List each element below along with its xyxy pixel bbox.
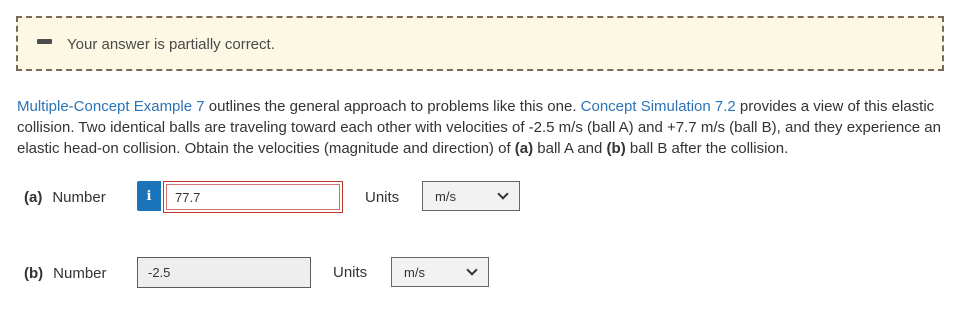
concept-simulation-link[interactable]: Concept Simulation 7.2 bbox=[580, 98, 736, 115]
info-icon[interactable]: i bbox=[137, 181, 161, 211]
part-a-ref: (a) bbox=[514, 140, 534, 157]
minus-icon bbox=[37, 39, 52, 44]
chevron-down-icon bbox=[466, 264, 477, 275]
part-b-number-input[interactable]: -2.5 bbox=[137, 257, 311, 288]
part-a-number-label: Number bbox=[52, 188, 106, 206]
feedback-message: Your answer is partially correct. bbox=[67, 36, 275, 53]
part-b-units-label: Units bbox=[333, 264, 368, 281]
question-text-1: outlines the general approach to problems like this one. bbox=[204, 98, 581, 115]
feedback-banner bbox=[16, 16, 944, 71]
question-text-3: ball A and bbox=[533, 140, 607, 157]
part-a-row bbox=[24, 181, 106, 213]
part-b-number-label: Number bbox=[53, 264, 107, 282]
question-text bbox=[17, 96, 942, 159]
part-b-units-select[interactable] bbox=[391, 257, 489, 287]
part-a-label: (a) bbox=[24, 188, 43, 206]
part-a-units-value: m/s bbox=[435, 188, 456, 204]
part-a-number-input[interactable]: 77.7 bbox=[166, 184, 340, 210]
part-a-units-label: Units bbox=[365, 189, 400, 206]
part-b-row bbox=[24, 257, 107, 289]
part-b-label: (b) bbox=[24, 264, 44, 282]
question-text-2: provides a view of this elastic collision. Two identical balls are traveling toward each other with velocities of -2.5 m/s (ball A) and +7.7 m/s (ball B), and they experience an elastic head-on collision. Obtain the velocities (magnitude and direction) of bbox=[17, 98, 941, 157]
part-b-ref: (b) bbox=[606, 140, 626, 157]
part-a-units-select[interactable] bbox=[422, 181, 520, 211]
part-a-number-input-wrapper bbox=[163, 181, 343, 213]
part-b-units-value: m/s bbox=[404, 264, 425, 280]
multiple-concept-example-link[interactable]: Multiple-Concept Example 7 bbox=[17, 98, 205, 115]
question-text-4: ball B after the collision. bbox=[625, 140, 789, 157]
chevron-down-icon bbox=[497, 188, 508, 199]
